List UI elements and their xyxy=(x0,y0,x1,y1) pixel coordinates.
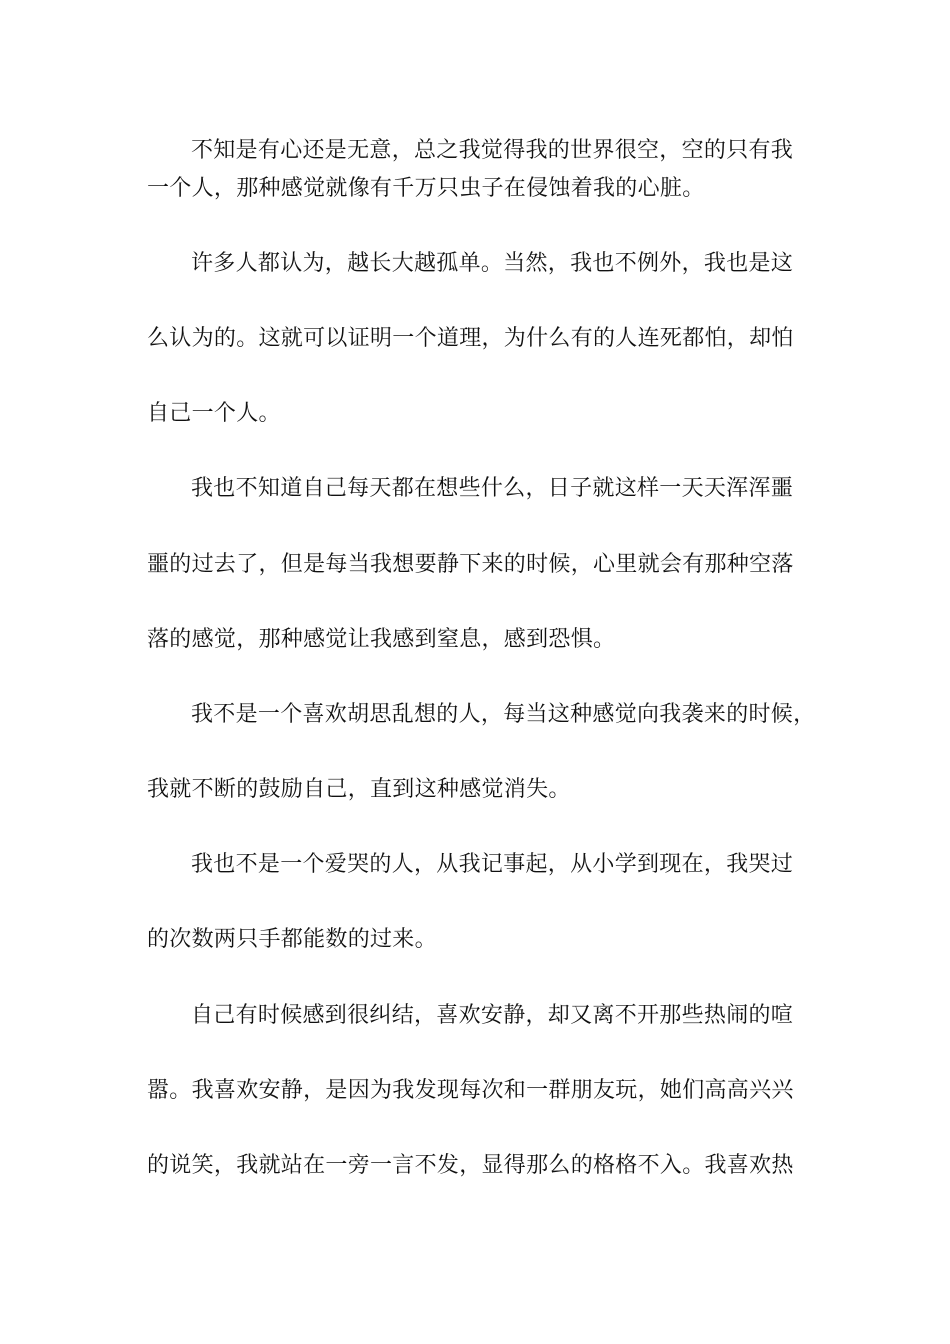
paragraph-3-line-2: 噩的过去了，但是每当我想要静下来的时候，心里就会有那种空落 xyxy=(147,551,794,577)
paragraph-6-line-1: 自己有时候感到很纠结，喜欢安静，却又离不开那些热闹的喧 xyxy=(191,1002,794,1028)
paragraph-2-line-1: 许多人都认为，越长大越孤单。当然，我也不例外，我也是这 xyxy=(191,250,794,276)
paragraph-3-line-3: 落的感觉，那种感觉让我感到窒息，感到恐惧。 xyxy=(147,626,616,652)
paragraph-2-line-3: 自己一个人。 xyxy=(147,401,281,427)
paragraph-4-line-2: 我就不断的鼓励自己，直到这种感觉消失。 xyxy=(147,777,571,803)
paragraph-1-line-1: 不知是有心还是无意，总之我觉得我的世界很空，空的只有我 xyxy=(191,138,794,163)
document-body xyxy=(147,132,823,1185)
paragraph-6-line-2: 嚣。我喜欢安静，是因为我发现每次和一群朋友玩，她们高高兴兴 xyxy=(147,1077,794,1103)
paragraph-5-line-2: 的次数两只手都能数的过来。 xyxy=(147,927,437,953)
paragraph-5-line-1: 我也不是一个爱哭的人，从我记事起，从小学到现在，我哭过 xyxy=(191,852,794,878)
paragraph-6-line-3: 的说笑，我就站在一旁一言不发，显得那么的格格不入。我喜欢热 xyxy=(147,1153,794,1179)
paragraph-2-line-2: 么认为的。这就可以证明一个道理，为什么有的人连死都怕，却怕 xyxy=(147,325,794,351)
paragraph-1-line-2: 一个人，那种感觉就像有千万只虫子在侵蚀着我的心脏。 xyxy=(147,175,705,201)
paragraph-4-line-1: 我不是一个喜欢胡思乱想的人，每当这种感觉向我袭来的时候， xyxy=(191,701,816,727)
paragraph-3-line-1: 我也不知道自己每天都在想些什么，日子就这样一天天浑浑噩 xyxy=(191,476,794,502)
